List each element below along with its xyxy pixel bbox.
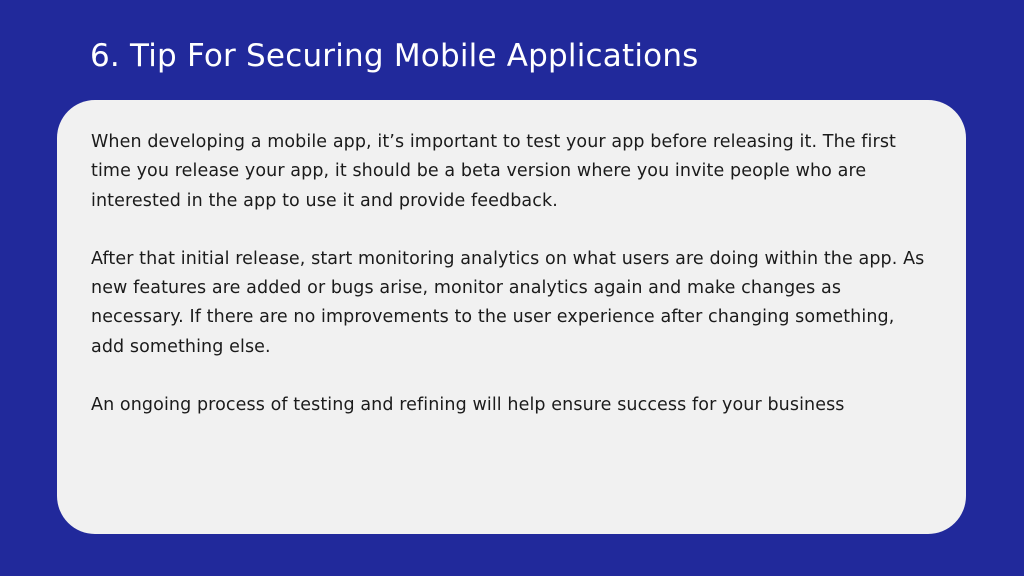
paragraph-conclusion: An ongoing process of testing and refining will help ensure success for your business <box>91 395 845 416</box>
slide-title: 6. Tip For Securing Mobile Applications <box>90 38 699 74</box>
content-card <box>57 100 966 534</box>
paragraph-testing: When developing a mobile app, it’s important to test your app before releasing it. The first time you release your app, it should be a beta version where you invite people who are interested in the app to use it and provide feedback. <box>91 132 896 211</box>
paragraph-analytics: After that initial release, start monitoring analytics on what users are doing within the app. As new features are added or bugs arise, monitor analytics again and make changes as necessary. If there are no improvements to the user experience after changing something, add something else. <box>91 248 925 357</box>
